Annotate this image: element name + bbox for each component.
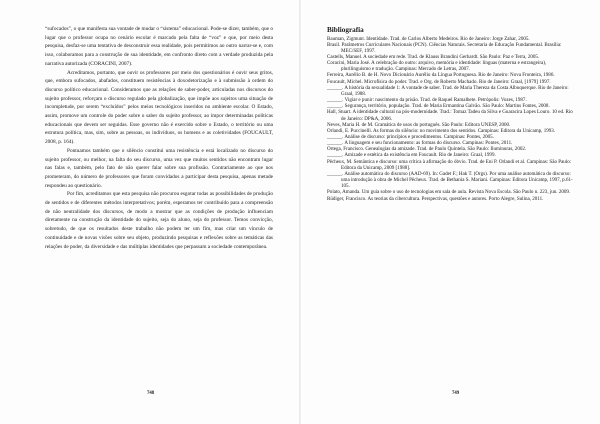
page-number: 749 [452,391,460,396]
paragraph: Por fim, acreditamos que esta pesquisa não procurou esgotar todas as possibilidades de produção de sentidos e de diferentes métodos interpretativos; porém, esperamos ter contribuído para a compreensão de não neutralidade dos discursos, de modo a mostrar que as condições de produção influenciam diretamente na construção da identidade do sujeito, seja do aluno, seja do professor. Temos convicção, sobretudo, de que os resultados deste trabalho não podem ter um fim, mas criar um vínculo de continuidade e de novas visões sobre seu objeto, produzindo pesquisas e reflexões sobre as temáticas das relações de poder, da diversidade e das múltiplas identidades que perpassam a sociedade contemporânea. [45,191,273,250]
reference-entry: Brasil. Parâmetros Curriculares Nacionais (PCN). Ciências Naturais. Secretaria de Educação Fundamental. Brasília: MEC/SEF, 1997. [327,41,562,54]
reference-entry: Coracini, Maria José. A celebração do outro: arquivo, memória e identidade: línguas (materna e estrangeira), plurilinguismo e tradução. Campinas: Mercado de Letras, 2007. [327,60,547,73]
reference-entry: Ortega, Francisco. Genealogias da amizade. Trad. de Paulo Quintela. São Paulo: Iluminuras, 2002. [327,146,527,153]
reference-entry: ______. Análise automática do discurso (AAD-69). In: Gadet F.; Hak T. (Orgs). Por uma análise automática do discurso: uma introdução à obra de Michel Pêcheux. Trad. de Bethania S. Mariani. Campinas: Editora Unicamp, 1997, p.61-105. [327,170,573,190]
reference-entry: Rüdiger, Francisco. As teorias da cibercultura. Perspectivas, questões e autores. Porto Alegre, Sulina, 2011. [327,195,544,202]
reference-entry: Castells, Manuel. A sociedade em rede. Trad. de Klauss Brandini Gerhardt. São Paulo: Paz e Terra, 2005. [327,53,540,60]
page-number: 748 [147,391,155,396]
paragraph: “sufocados”, o que manifesta sua vontade de mudar o “sistema” educacional. Pode-se dizer, também, que o lugar que o professor ocupa no cenário escolar é marcado pela falta de “voz” e que, por meio desta pesquisa, desfaz-se uma tentativa de desconstruir essa realidade, pois permitimos ao outro narrar-se e, com isso, colaboramos para a construção de sua identidade, em confronto direto com a verdade produzida pela narrativa autorizada (CORACINI, 2007). [45,26,273,67]
right-page [300,0,600,424]
reference-entry: Ferreira, Aurélio B. de H. Novo Dicionário Aurélio da Língua Portuguesa. Rio de Janeiro: Nova Fronteira, 1986. [327,72,555,79]
reference-entry: Pêcheux, M. Semântica e discurso: uma crítica à afirmação do óbvio. Trad. de Eni P. Orlandi et al. Campinas: São Paulo: Editora da Unicamp, 2009 [1988]. [327,158,572,171]
reference-entry: ______. Análise de discurso: princípios e procedimentos. Campinas: Pontes, 2005. [327,134,494,140]
reference-entry: ______. Vigiar e punir: nascimento da prisão. Trad. de Raquel Ramalhete. Petrópolis: Vozes, 1987. [327,97,527,104]
reference-entry: Foucault, Michel. Microfísica do poder. Trad. e Org. de Roberto Machado. Rio de Janeiro: Graal, [1979] 1997. [327,78,551,85]
body-text [45,25,273,251]
reference-list [327,36,577,202]
reference-entry: ______. Segurança, território, população. Trad. de Maria Ermantina Galvão. São Paulo: Martins Fontes, 2008. [327,103,550,110]
reference-entry: Hall, Stuart. A identidade cultural na pós-modernidade. Trad.: Tomaz Tadeu da Silva e Guaracira Lopes Louro. 10 ed. Rio de Janeiro: DP&A, 2006. [327,109,573,122]
reference-entry: Bauman, Zigmunt. Identidade. Trad. de Carlos Alberto Medeiros. Rio de Janeiro: Jorge Zahar, 2005. [327,35,530,42]
paragraph: Acreditamos, portanto, que ouvir os professores por meio dos questionários é ouvir seus gritos, que, embora sufocados, abafados, constituem resistências à doxodetorização e à submissão à ordem do discurso político educacional. Consideramos que as relações de saber-poder, articuladas nos discursos do sujeito professor, reforçam o discurso regulado pela globalização, que impõe aos sujeitos uma situação de incompletude, por serem “excluídos” pelos meios tecnológicos inseridos no ambiente escolar. O Estado, assim, promove um controle do poder sobre o saber do sujeito professor, ao impor determinadas políticas educacionais que devem ser seguidas. Esse governo não é exercido sobre o Estado, o território ou uma estrutura política, mas, sim, sobre as pessoas, os indivíduos, os homens e as coletividades (FOUCAULT, 2008, p. 164). [45,69,273,146]
reference-entry: ______. A linguagem e seu funcionamento: as formas do discurso. Campinas: Pontes, 2011. [327,140,513,147]
reference-entry: ______. Amizade e estética da existência em Foucault. Rio de Janeiro: Graal, 1999. [327,152,496,159]
bibliography [327,26,577,202]
reference-entry: Orlandi, E. Puccinelli. As formas do silêncio: no movimento dos sentidos. Campinas: Editora da Unicamp, 1993. [327,127,556,134]
reference-entry: ______. A história da sexualidade 1: A vontade de saber. Trad. de Maria Thereza da Costa Albuquerque. Rio de Janeiro: Graal, 1988. [327,84,569,97]
bibliography-title: Bibliografia [327,26,364,34]
reference-entry: Polato, Amanda. Um guia sobre o uso de tecnologias em sala de aula. Revista Nova Escola. São Paulo n. 223, jun. 2009. [327,189,571,196]
reference-entry: Neves, Maria H. de M. Gramática de usos do português. São Paulo: Editora UNESP, 2000. [327,121,511,128]
paragraph: Pontuamos também que o silêncio constitui uma resistência e está localizado no discurso do sujeito professor, ou melhor, na falta do seu discurso, uma vez que muitos sentidos não encontram lugar nas falas e, também, pelo fato de não querer falar sobre sua profissão. Contrariamente ao que nos prometeram, do número de professores que foram convidados a participar desta pesquisa, apenas metade respondeu ao questionário. [45,147,273,189]
